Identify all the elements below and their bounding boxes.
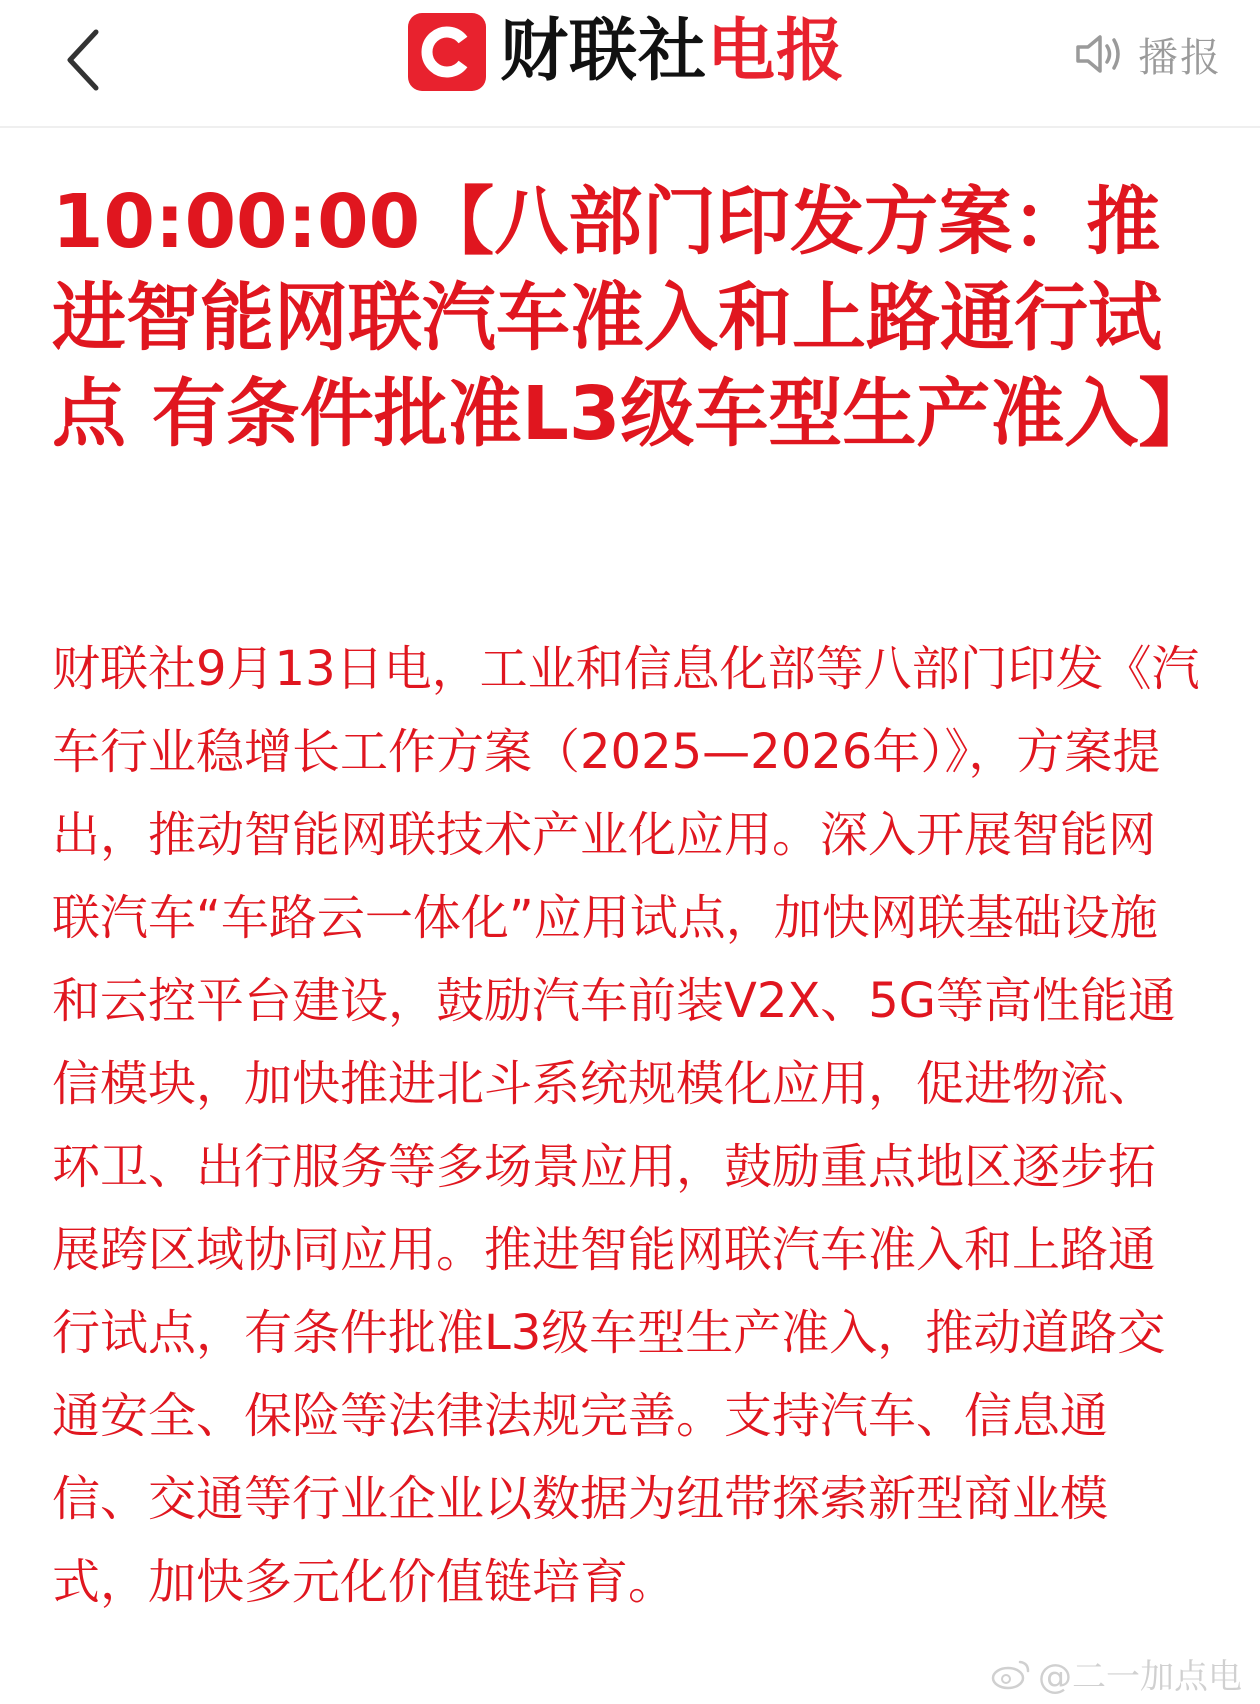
broadcast-label: 播报	[1138, 34, 1222, 81]
speaker-icon	[1074, 31, 1124, 77]
watermark-text: @二一加点电	[1038, 1657, 1242, 1697]
logo-c-icon	[408, 13, 486, 91]
broadcast-button[interactable]	[1074, 22, 1222, 86]
chevron-left-icon	[62, 28, 102, 92]
weibo-logo-icon	[990, 1657, 1032, 1691]
logo-text-black: 财联社	[500, 12, 708, 91]
weibo-watermark	[990, 1649, 1242, 1698]
article-body: 财联社9月13日电，工业和信息化部等八部门印发《汽车行业稳增长工作方案（2025—2026年）》，方案提出，推动智能网联技术产业化应用。深入开展智能网联汽车“车路云一体化”应用试点，加快网联基础设施和云控平台建设，鼓励汽车前装V2X、5G等高性能通信模块，加快推进北斗系统规模化应用，促进物流、环卫、出行服务等多场景应用，鼓励重点地区逐步拓展跨区域协同应用。推进智能网联汽车准入和上路通行试点，有条件批准L3级车型生产准入，推动道路交通安全、保险等法律法规完善。支持汽车、信息通信、交通等行业企业以数据为纽带探索新型商业模式，加快多元化价值链培育。	[52, 641, 1200, 1610]
article-headline: 10:00:00【八部门印发方案：推进智能网联汽车准入和上路通行试点 有条件批准L3级车型生产准入】	[52, 179, 1213, 457]
logo-wordmark	[500, 13, 845, 91]
back-button[interactable]	[40, 18, 124, 102]
app-logo	[408, 14, 845, 90]
logo-text-red: 电报	[707, 12, 846, 91]
top-navigation-bar	[0, 0, 1260, 128]
